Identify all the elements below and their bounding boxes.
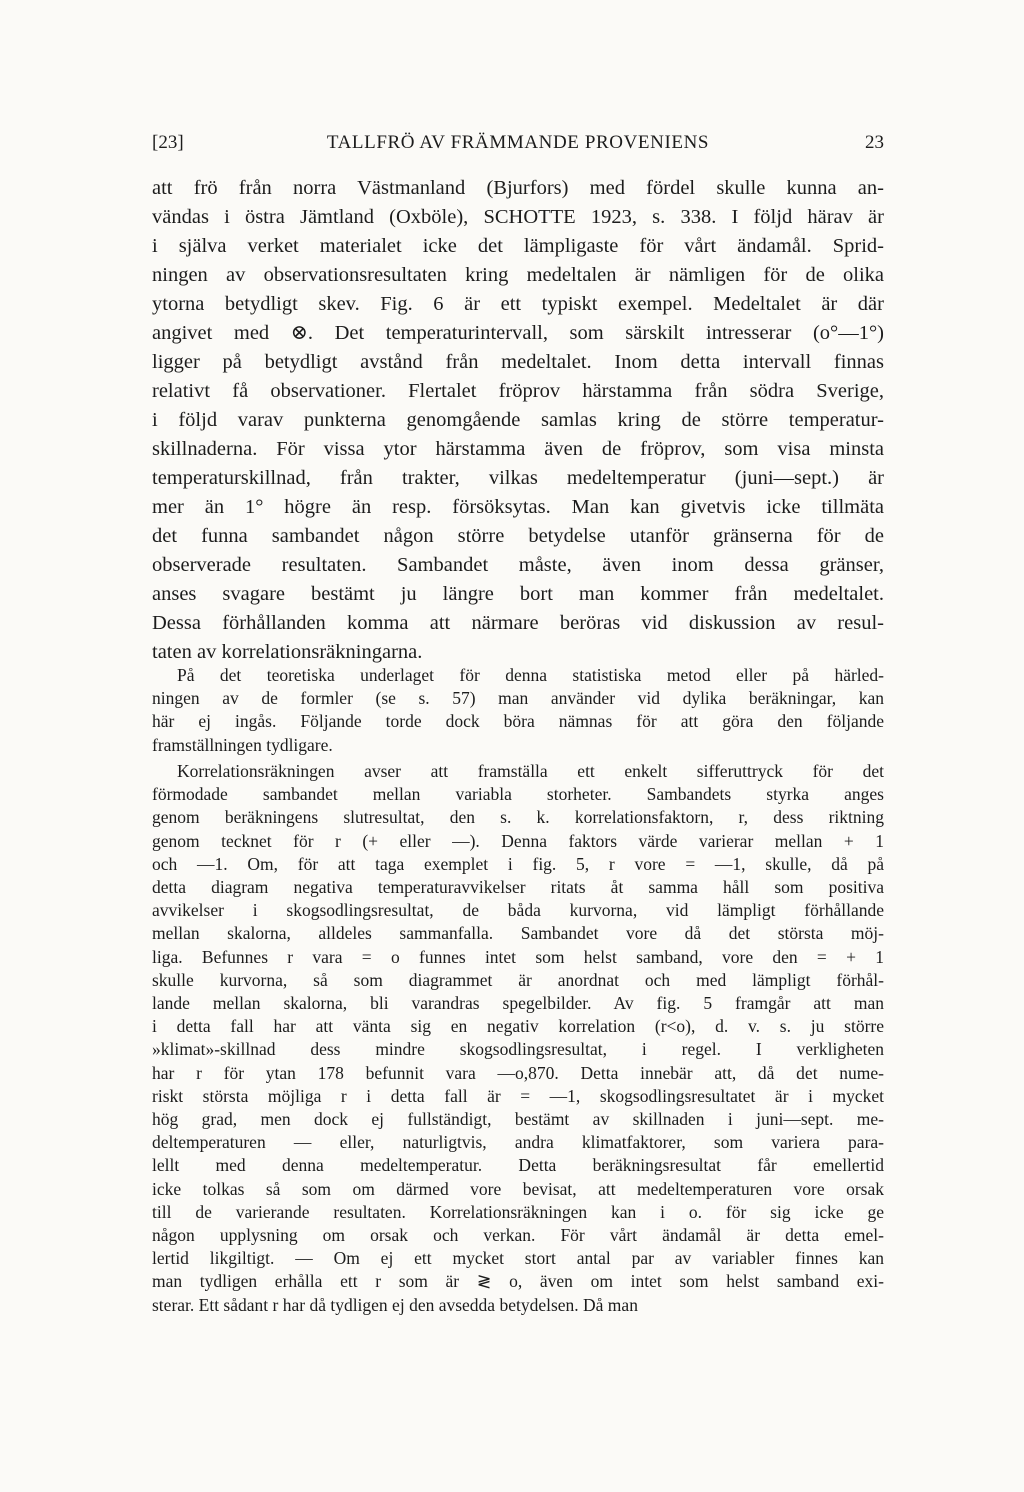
text-line: taten av korrelationsräkningarna. <box>152 641 423 663</box>
text-line: »klimat»-skillnad dess mindre skogsodlingsresultat, i regel. I verkligheten <box>152 1039 884 1060</box>
text-line: mer än 1° högre än resp. försöksytas. Man kan givetvis icke tillmäta <box>152 496 884 518</box>
text-line: till de varierande resultaten. Korrelationsräkningen kan i o. för sig icke ge <box>152 1201 884 1222</box>
text-line: och —1. Om, för att taga exemplet i fig. 5, r vore = —1, skulle, då på <box>152 853 884 874</box>
text-line: relativt få observationer. Flertalet fröprov härstamma från södra Sverige, <box>152 380 884 402</box>
section-number: [23] <box>152 132 184 153</box>
text-line: någon upplysning om orsak och verkan. För vårt ändamål är detta emel- <box>152 1225 884 1245</box>
running-header <box>152 132 884 162</box>
text-line: På det teoretiska underlaget för denna statistiska metod eller på härled- <box>177 665 884 685</box>
text-line: deltemperaturen — eller, naturligtvis, andra klimatfaktorer, som variera para- <box>152 1132 884 1153</box>
text-line: anses svagare bestämt ju längre bort man kommer från medeltalet. <box>152 583 884 605</box>
text-line: lande mellan skalorna, bli varandras spegelbilder. Av fig. 5 framgår att man <box>152 993 884 1013</box>
page-number: 23 <box>865 132 884 153</box>
text-line: ytorna betydligt skev. Fig. 6 är ett typiskt exempel. Medeltalet är där <box>152 293 884 315</box>
text-line: ligger på betydligt avstånd från medeltalet. Inom detta intervall finnas <box>152 351 884 373</box>
text-line: man tydligen erhålla ett r som är ≷ o, även om intet som helst samband exi- <box>152 1271 884 1292</box>
text-line: lertid likgiltigt. — Om ej ett mycket stort antal par av variabler finnes kan <box>152 1248 884 1269</box>
text-line: temperaturskillnad, från trakter, vilkas medeltemperatur (juni—sept.) är <box>152 467 884 489</box>
text-line: i följd varav punkterna genomgående samlas kring de större temperatur- <box>152 409 884 431</box>
text-line: detta diagram negativa temperaturavvikelser ritats åt samma håll som positiva <box>152 877 884 897</box>
text-line: vändas i östra Jämtland (Oxböle), SCHOTTE 1923, s. 338. I följd härav är <box>152 206 884 228</box>
text-line: lellt med denna medeltemperatur. Detta beräkningsresultat får emellertid <box>152 1155 884 1176</box>
text-line: ningen av de formler (se s. 57) man använder vid dylika beräkningar, kan <box>152 688 884 709</box>
text-line: angivet med ⊗. Det temperaturintervall, som särskilt intresserar (o°—1°) <box>152 322 884 344</box>
text-line: att frö från norra Västmanland (Bjurfors) med fördel skulle kunna an- <box>152 177 884 199</box>
text-line: Dessa förhållanden komma att närmare beröras vid diskussion av resul- <box>152 612 884 634</box>
text-line: liga. Befunnes r vara = o funnes intet som helst samband, vore den = + 1 <box>152 946 884 967</box>
text-line: riskt största möjliga r i detta fall är = —1, skogsodlingsresultatet är i mycket <box>152 1085 884 1106</box>
text-line: det funna sambandet någon större betydelse utanför gränserna för de <box>152 525 884 547</box>
text-line: framställningen tydligare. <box>152 734 333 755</box>
text-line: ningen av observationsresultaten kring medeltalen är nämligen för de olika <box>152 264 884 286</box>
text-line: skillnaderna. För vissa ytor härstamma även de fröprov, som visa minsta <box>152 438 884 460</box>
running-title: TALLFRÖ AV FRÄMMANDE PROVENIENS <box>326 132 710 153</box>
text-line: här ej ingås. Följande torde dock böra nämnas för att göra den följande <box>152 711 884 732</box>
text-line: förmodade sambandet mellan variabla storheter. Sambandets styrka anges <box>152 784 884 805</box>
text-line: genom beräkningens slutresultat, den s. k. korrelationsfaktorn, r, dess riktning <box>152 807 884 828</box>
text-line: icke tolkas så som om därmed vore bevisat, att medeltemperaturen vore orsak <box>152 1178 884 1199</box>
text-line: observerade resultaten. Sambandet måste, även inom dessa gränser, <box>152 554 884 576</box>
text-line: sterar. Ett sådant r har då tydligen ej den avsedda betydelsen. Då man <box>152 1294 638 1315</box>
text-line: avvikelser i skogsodlingsresultat, de båda kurvorna, vid lämpligt förhållande <box>152 900 884 921</box>
text-line: genom tecknet för r (+ eller —). Denna faktors värde varierar mellan + 1 <box>152 830 884 851</box>
text-line: skulle kurvorna, så som diagrammet är anordnat och med lämpligt förhål- <box>152 969 884 990</box>
text-line: Korrelationsräkningen avser att framställa ett enkelt sifferuttryck för det <box>177 761 884 781</box>
text-line: i detta fall har att vänta sig en negativ korrelation (r<o), d. v. s. ju större <box>152 1016 884 1037</box>
text-line: har r för ytan 178 befunnit vara —o,870. Detta innebär att, då det nume- <box>152 1062 884 1083</box>
text-line: i själva verket materialet icke det lämpligaste för vårt ändamål. Sprid- <box>152 235 884 257</box>
text-line: hög grad, men dock ej fullständigt, bestämt av skillnaden i juni—sept. me- <box>152 1109 884 1129</box>
text-line: mellan skalorna, alldeles sammanfalla. Sambandet vore då det största möj- <box>152 923 884 944</box>
